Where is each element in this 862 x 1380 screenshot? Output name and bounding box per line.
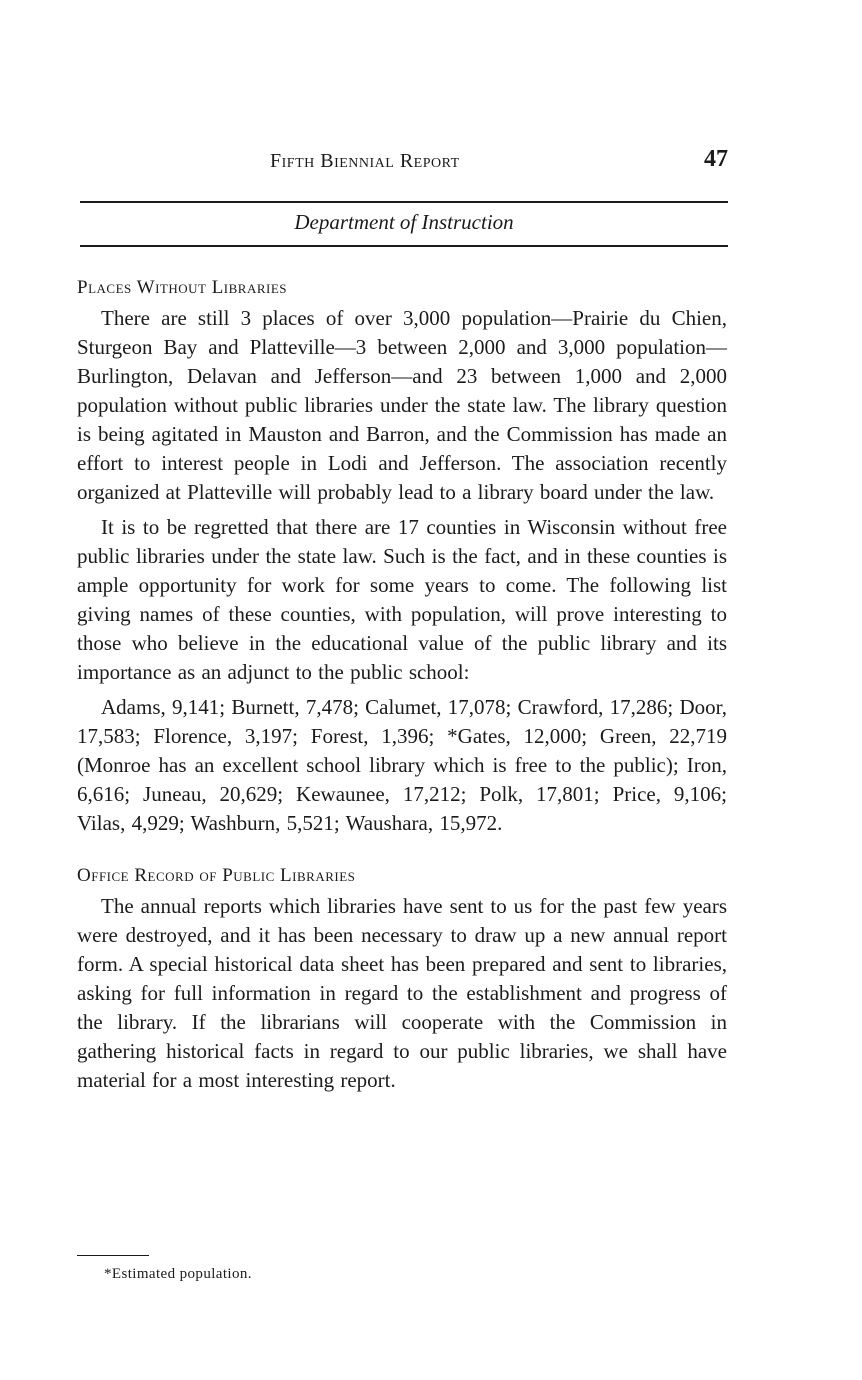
paragraph-county-list: Adams, 9,141; Burnett, 7,478; Calumet, 17,078; Crawford, 17,286; Door, 17,583; Florence, 3,197; Forest, 1,396; *Gates, 12,000; Green, 22,719 (Monroe has an excellent school library which is free to the public); Iron, 6,616; Juneau, 20,629; Kewaunee, 17,212; Polk, 17,801; Price, 9,106; Vilas, 4,929; Washburn, 5,521; Waushara, 15,972. xyxy=(77,695,728,835)
page-number: 47 xyxy=(704,146,728,172)
paragraph-counties: It is to be regretted that there are 17 counties in Wisconsin without free public libraries under the state law. Such is the fact, and in these counties is ample opportunity for work for some years to come. The following list giving names of these counties, with population, will prove interesting to those who believe in the educational value of the public library and its importance as an adjunct to the public school: xyxy=(77,515,727,684)
footnote: *Estimated population. xyxy=(104,1266,252,1282)
running-title: Fifth Biennial Report xyxy=(270,150,460,172)
header-rule-top xyxy=(80,201,728,203)
section-heading-places-without-libraries: Places Without Libraries xyxy=(77,277,288,298)
paragraph-places: There are still 3 places of over 3,000 population—Prairie du Chien, Sturgeon Bay and Platteville—3 between 2,000 and 3,000 population—Burlington, Delavan and Jefferson—and 23 between 1,000 and 2,000 population without public libraries under the state law. The library question is being agitated in Mauston and Barron, and the Commission has made an effort to interest people in Lodi and Jefferson. The association recently organized at Platteville will probably lead to a library board under the law. xyxy=(77,306,727,504)
running-header xyxy=(80,146,728,180)
section-heading-office-record: Office Record of Public Libraries xyxy=(77,865,356,886)
department-subtitle: Department of Instruction xyxy=(294,210,514,234)
paragraph-office-record: The annual reports which libraries have sent to us for the past few years were destroyed, and it has been necessary to draw up a new annual report form. A special historical data sheet has been prepared and sent to libraries, asking for full information in regard to the establishment and progress of the library. If the librarians will cooperate with the Commission in gathering historical facts in regard to our public libraries, we shall have material for a most interesting report. xyxy=(77,894,727,1092)
page-body xyxy=(77,272,727,1095)
footnote-rule xyxy=(77,1255,149,1256)
header-rule-bottom xyxy=(80,245,728,247)
